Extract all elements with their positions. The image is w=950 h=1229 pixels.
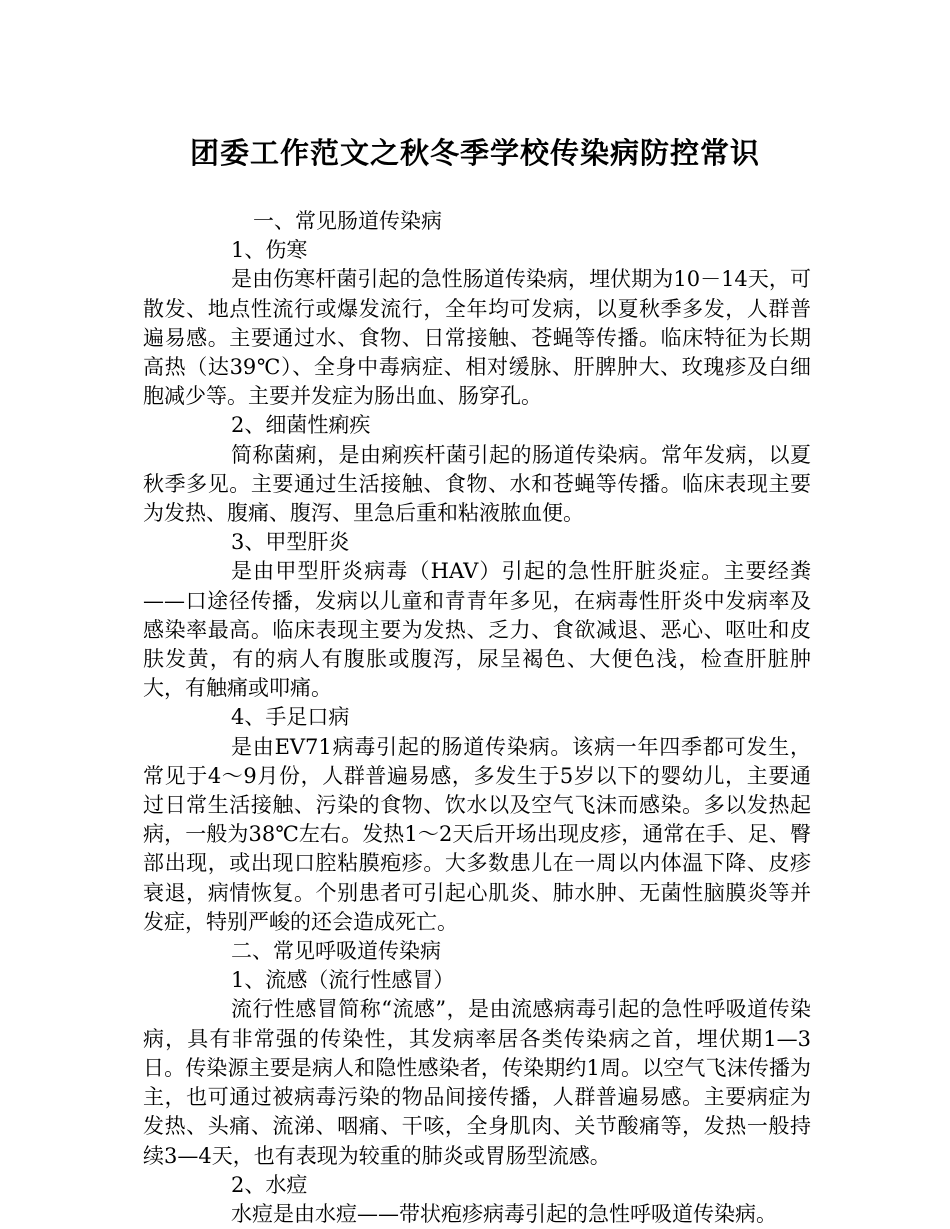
subheading-dysentery: 2、细菌性痢疾 (231, 413, 371, 438)
paragraph-typhoid: 是由伤寒杆菌引起的急性肠道传染病，埋伏期为10－14天，可散发、地点性流行或爆发流行，全年均可发病，以夏秋季多发，人群普遍易感。主要通过水、食物、日常接触、苍蝇等传播。临床特征为长期高热（达39℃）、全身中毒病症、相对缓脉、肝脾肿大、玫瑰疹及白细胞减少等。主要并发症为肠出血、肠穿孔。 (143, 267, 811, 409)
paragraph-hepatitis-a: 是由甲型肝炎病毒（HAV）引起的急性肝脏炎症。主要经粪——口途径传播，发病以儿童和青青年多见，在病毒性肝炎中发病率及感染率最高。临床表现主要为发热、乏力、食欲减退、恶心、呕吐和皮肤发黄，有的病人有腹胀或腹泻，尿呈褐色、大便色浅，检查肝脏肿大，有触痛或叩痛。 (143, 559, 811, 701)
paragraph-influenza: 流行性感冒简称“流感”，是由流感病毒引起的急性呼吸道传染病，具有非常强的传染性，其发病率居各类传染病之首，埋伏期1—3日。传染源主要是病人和隐性感染者，传染期约1周。以空气飞沫传播为主，也可通过被病毒污染的物品间接传播，人群普遍易感。主要病症为发热、头痛、流涕、咽痛、干咳，全身肌肉、关节酸痛等，发热一般持续3—4天，也有表现为较重的肺炎或胃肠型流感。 (143, 997, 811, 1168)
paragraph-chickenpox: 水痘是由水痘——带状疱疹病毒引起的急性呼吸道传染病。 (231, 1201, 777, 1226)
document-title: 团委工作范文之秋冬季学校传染病防控常识 (189, 136, 760, 170)
paragraph-hfmd: 是由EV71病毒引起的肠道传染病。该病一年四季都可发生，常见于4～9月份，人群普遍易感，多发生于5岁以下的婴幼儿，主要通过日常生活接触、污染的食物、饮水以及空气飞沫而感染。多以发热起病，一般为38℃左右。发热1～2天后开场出现皮疹，通常在手、足、臀部出现，或出现口腔粘膜疱疹。大多数患儿在一周以内体温下降、皮疹衰退，病情恢复。个别患者可引起心肌炎、肺水肿、无菌性脑膜炎等并发症，特别严峻的还会造成死亡。 (143, 734, 811, 934)
subheading-hepatitis-a: 3、甲型肝炎 (231, 530, 350, 555)
section-heading-intestinal: 一、常见肠道传染病 (253, 209, 442, 233)
paragraph-dysentery: 简称菌痢，是由痢疾杆菌引起的肠道传染病。常年发病，以夏秋季多见。主要通过生活接触、食物、水和苍蝇等传播。临床表现主要为发热、腹痛、腹泻、里急后重和粘液脓血便。 (143, 442, 811, 526)
subheading-typhoid: 1、伤寒 (231, 238, 308, 263)
subheading-hfmd: 4、手足口病 (231, 705, 350, 730)
subheading-influenza: 1、流感（流行性感冒） (231, 968, 455, 993)
section-heading-respiratory: 二、常见呼吸道传染病 (231, 939, 441, 964)
document-body (143, 207, 811, 1229)
subheading-chickenpox: 2、水痘 (231, 1172, 308, 1197)
